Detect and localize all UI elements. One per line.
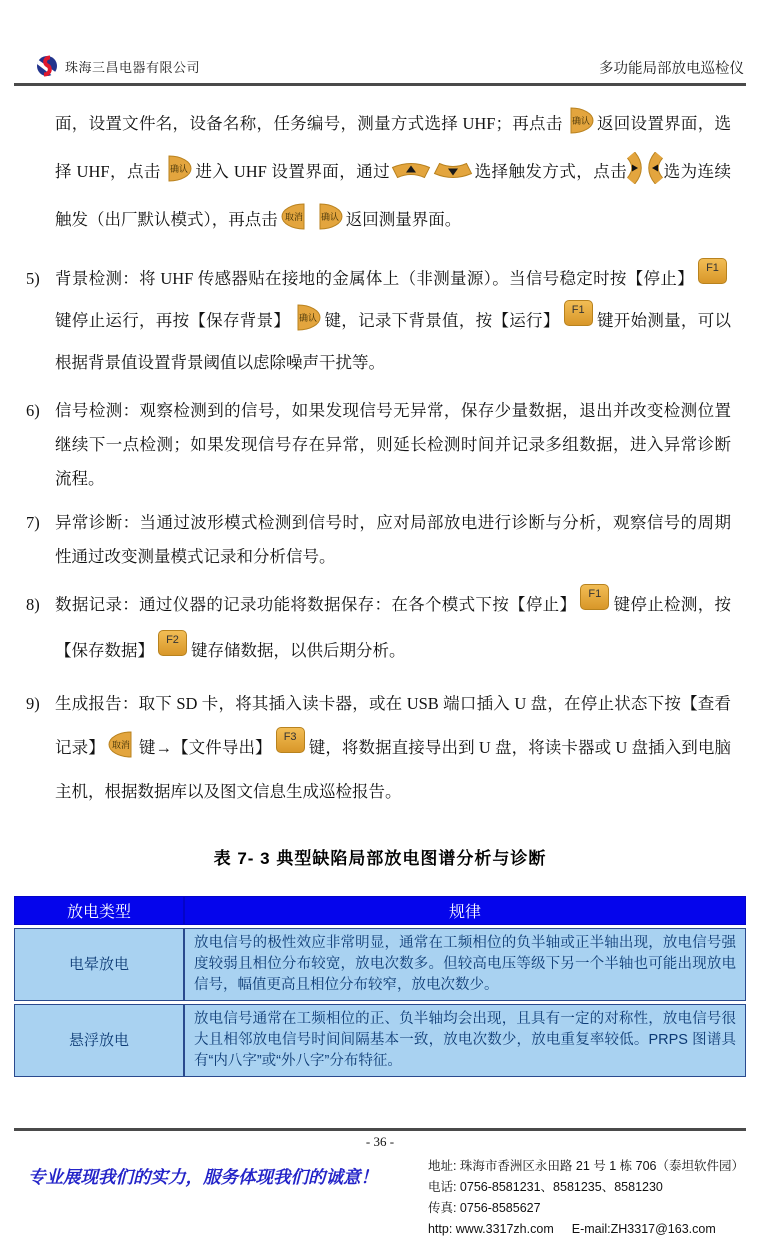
discharge-type-cell: 悬浮放电 xyxy=(14,1004,184,1077)
body-text: 异常诊断：当通过波形模式检测到信号时，应对局部放电进行诊断与分析，观察信号的周期性通过改变测量模式记录和分析信号。 xyxy=(55,513,731,566)
up-arrow-icon xyxy=(391,162,431,179)
list-number: 9) xyxy=(26,694,40,713)
company-name: 珠海三昌电器有限公司 xyxy=(65,59,201,75)
table-row xyxy=(14,928,746,1001)
contact-address: 地址: 珠海市香洲区永田路 21 号 1 栋 706（泰坦软件园） xyxy=(427,1159,744,1173)
body-text: 面，设置文件名，设备名称，任务编号，测量方式选择 UHF；再点击 xyxy=(55,114,563,133)
body-text: 选为连续触发（出厂默认模式），再点击 xyxy=(55,162,731,229)
confirm-button-icon xyxy=(292,304,322,331)
table-row xyxy=(14,1004,746,1077)
body-text: 选择触发方式，点击 xyxy=(474,162,628,181)
page-header xyxy=(14,0,746,86)
discharge-analysis-table xyxy=(14,893,746,1080)
list-item-8 xyxy=(26,582,732,674)
body-text: 键，记录下背景值，按【运行】 xyxy=(324,311,560,330)
list-item-6 xyxy=(26,394,731,496)
table-header-rule: 规律 xyxy=(184,896,746,925)
body-text: 键开始测量，可以根据背景值设置背景阈值以虑除噪声干扰等。 xyxy=(55,311,732,372)
confirm-button-icon xyxy=(314,203,344,230)
list-number: 5) xyxy=(26,269,40,288)
product-name: 多功能局部放电巡检仪 xyxy=(599,61,744,77)
f1-key-icon: F1 xyxy=(564,300,593,326)
f2-key-icon: F2 xyxy=(158,630,187,656)
cancel-button-icon xyxy=(107,731,137,758)
table-title: 表 7- 3 典型缺陷局部放电图谱分析与诊断 xyxy=(213,849,547,868)
page-footer xyxy=(14,1128,746,1240)
body-text: 键→【文件导出】 xyxy=(138,738,272,757)
f1-key-icon: F1 xyxy=(580,584,609,610)
list-item-9 xyxy=(26,682,731,814)
footer-slogan: 专业展现我们的实力，服务体现我们的诚意！ xyxy=(28,1167,378,1187)
confirm-button-icon xyxy=(565,107,595,134)
body-text: 键停止检测，按【保存数据】 xyxy=(55,595,732,660)
svg-text:取消: 取消 xyxy=(284,211,303,222)
contact-phone: 电话: 0756-8581231、8581235、8581230 xyxy=(427,1180,663,1194)
intro-paragraph xyxy=(55,100,731,244)
body-text: 进入 UHF 设置界面，通过 xyxy=(194,162,391,181)
confirm-button-icon xyxy=(163,155,193,182)
discharge-type-cell: 电晕放电 xyxy=(14,928,184,1001)
svg-text:确认: 确认 xyxy=(169,163,188,174)
discharge-rule-cell: 放电信号通常在工频相位的正、负半轴均会出现，且具有一定的对称性，放电信号很大且相邻放电信号时间间隔基本一致，放电次数少，放电重复率较低。PRPS 图谱具有“内八字”或“外八字”分布特征。 xyxy=(184,1004,746,1077)
body-text: 数据记录：通过仪器的记录功能将数据保存：在各个模式下按【停止】 xyxy=(55,595,577,614)
discharge-rule-cell: 放电信号的极性效应非常明显，通常在工频相位的负半轴或正半轴出现，放电信号强度较弱且相位分布较宽，放电次数多。但较高电压等级下另一个半轴也可能出现放电信号，幅值更高且相位分布较窄，放电次数少。 xyxy=(184,928,746,1001)
table-header-type: 放电类型 xyxy=(14,896,184,925)
page-number: - 36 - xyxy=(365,1134,395,1149)
body-text: 键存储数据，以供后期分析。 xyxy=(191,641,406,660)
f3-key-icon: F3 xyxy=(276,727,305,753)
body-text: 生成报告：取下 SD 卡，将其插入读卡器，或在 USB 端口插入 U 盘，在停止状态下按【查看记录】 xyxy=(55,694,731,757)
svg-text:确认: 确认 xyxy=(320,211,339,222)
svg-text:取消: 取消 xyxy=(111,739,130,750)
svg-text:确认: 确认 xyxy=(571,115,590,126)
contact-web: http: www.3317zh.com xyxy=(427,1222,554,1236)
list-item-5 xyxy=(26,258,732,384)
contact-block xyxy=(428,1156,746,1240)
list-number: 6) xyxy=(26,401,40,420)
left-arrow-icon xyxy=(645,152,663,184)
body-text: 背景检测：将 UHF 传感器贴在接地的金属体上（非测量源）。当信号稳定时按【停止】 xyxy=(55,269,694,288)
body-text: 键，将数据直接导出到 U 盘，将读卡器或 U 盘插入到电脑主机，根据数据库以及图文信息生成巡检报告。 xyxy=(55,738,731,801)
table-header-row xyxy=(14,896,746,925)
list-number: 7) xyxy=(26,513,40,532)
svg-text:确认: 确认 xyxy=(299,312,318,323)
right-arrow-icon xyxy=(627,152,645,184)
contact-email: E-mail:ZH3317@163.com xyxy=(571,1222,716,1236)
document-body xyxy=(26,100,736,1080)
body-text: 返回测量界面。 xyxy=(345,210,462,229)
body-text: 返回设置界面，选择 UHF，点击 xyxy=(55,114,732,181)
down-arrow-icon xyxy=(433,162,473,179)
footer-divider xyxy=(14,1128,746,1131)
body-text: 键停止运行，再按【保存背景】 xyxy=(55,311,291,330)
list-item-7 xyxy=(26,506,731,574)
company-logo-icon xyxy=(36,54,58,78)
f1-key-icon: F1 xyxy=(698,258,727,284)
cancel-button-icon xyxy=(280,203,310,230)
body-text: 信号检测：观察检测到的信号，如果发现信号无异常，保存少量数据，退出并改变检测位置继续下一点检测；如果发现信号存在异常，则延长检测时间并记录多组数据，进入异常诊断流程。 xyxy=(55,401,731,488)
list-number: 8) xyxy=(26,595,40,614)
company-brand xyxy=(14,54,200,78)
contact-fax: 传真: 0756-8585627 xyxy=(427,1201,541,1215)
